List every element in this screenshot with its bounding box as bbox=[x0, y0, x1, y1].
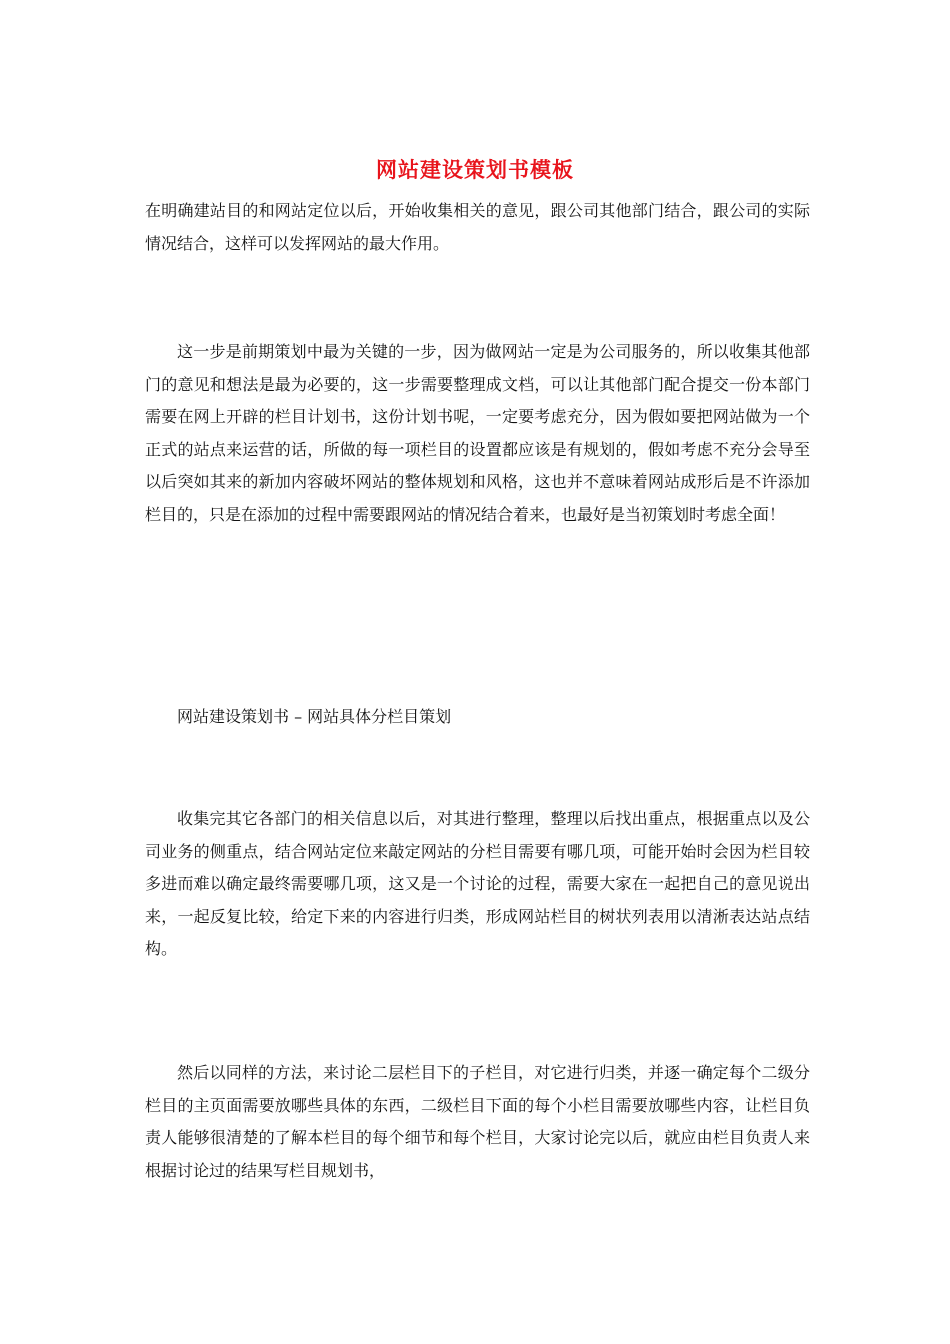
paragraph-1: 在明确建站目的和网站定位以后，开始收集相关的意见，跟公司其他部门结合，跟公司的实际情况结合，这样可以发挥网站的最大作用。 bbox=[145, 201, 810, 253]
document-title: 网站建设策划书模板 bbox=[376, 157, 574, 182]
section-heading: 网站建设策划书 – 网站具体分栏目策划 bbox=[177, 707, 452, 726]
paragraph-4: 然后以同样的方法，来讨论二层栏目下的子栏目，对它进行归类，并逐一确定每个二级分栏目的主页面需要放哪些具体的东西，二级栏目下面的每个小栏目需要放哪些内容，让栏目负责人能够很清楚的了解本栏目的每个细节和每个栏目，大家讨论完以后，就应由栏目负责人来根据讨论过的结果写栏目规划书， bbox=[145, 1063, 810, 1180]
paragraph-3: 收集完其它各部门的相关信息以后，对其进行整理，整理以后找出重点，根据重点以及公司业务的侧重点，结合网站定位来敲定网站的分栏目需要有哪几项，可能开始时会因为栏目较多进而难以确定最终需要哪几项，这又是一个讨论的过程，需要大家在一起把自己的意见说出来，一起反复比较，给定下来的内容进行归类，形成网站栏目的树状列表用以清淅表达站点结构。 bbox=[145, 809, 810, 958]
paragraph-2: 这一步是前期策划中最为关键的一步，因为做网站一定是为公司服务的，所以收集其他部门的意见和想法是最为必要的，这一步需要整理成文档，可以让其他部门配合提交一份本部门需要在网上开辟的栏目计划书，这份计划书呢，一定要考虑充分，因为假如要把网站做为一个正式的站点来运营的话，所做的每一项栏目的设置都应该是有规划的，假如考虑不充分会导至以后突如其来的新加内容破坏网站的整体规划和风格，这也并不意味着网站成形后是不许添加栏目的，只是在添加的过程中需要跟网站的情况结合着来，也最好是当初策划时考虑全面！ bbox=[145, 342, 810, 524]
